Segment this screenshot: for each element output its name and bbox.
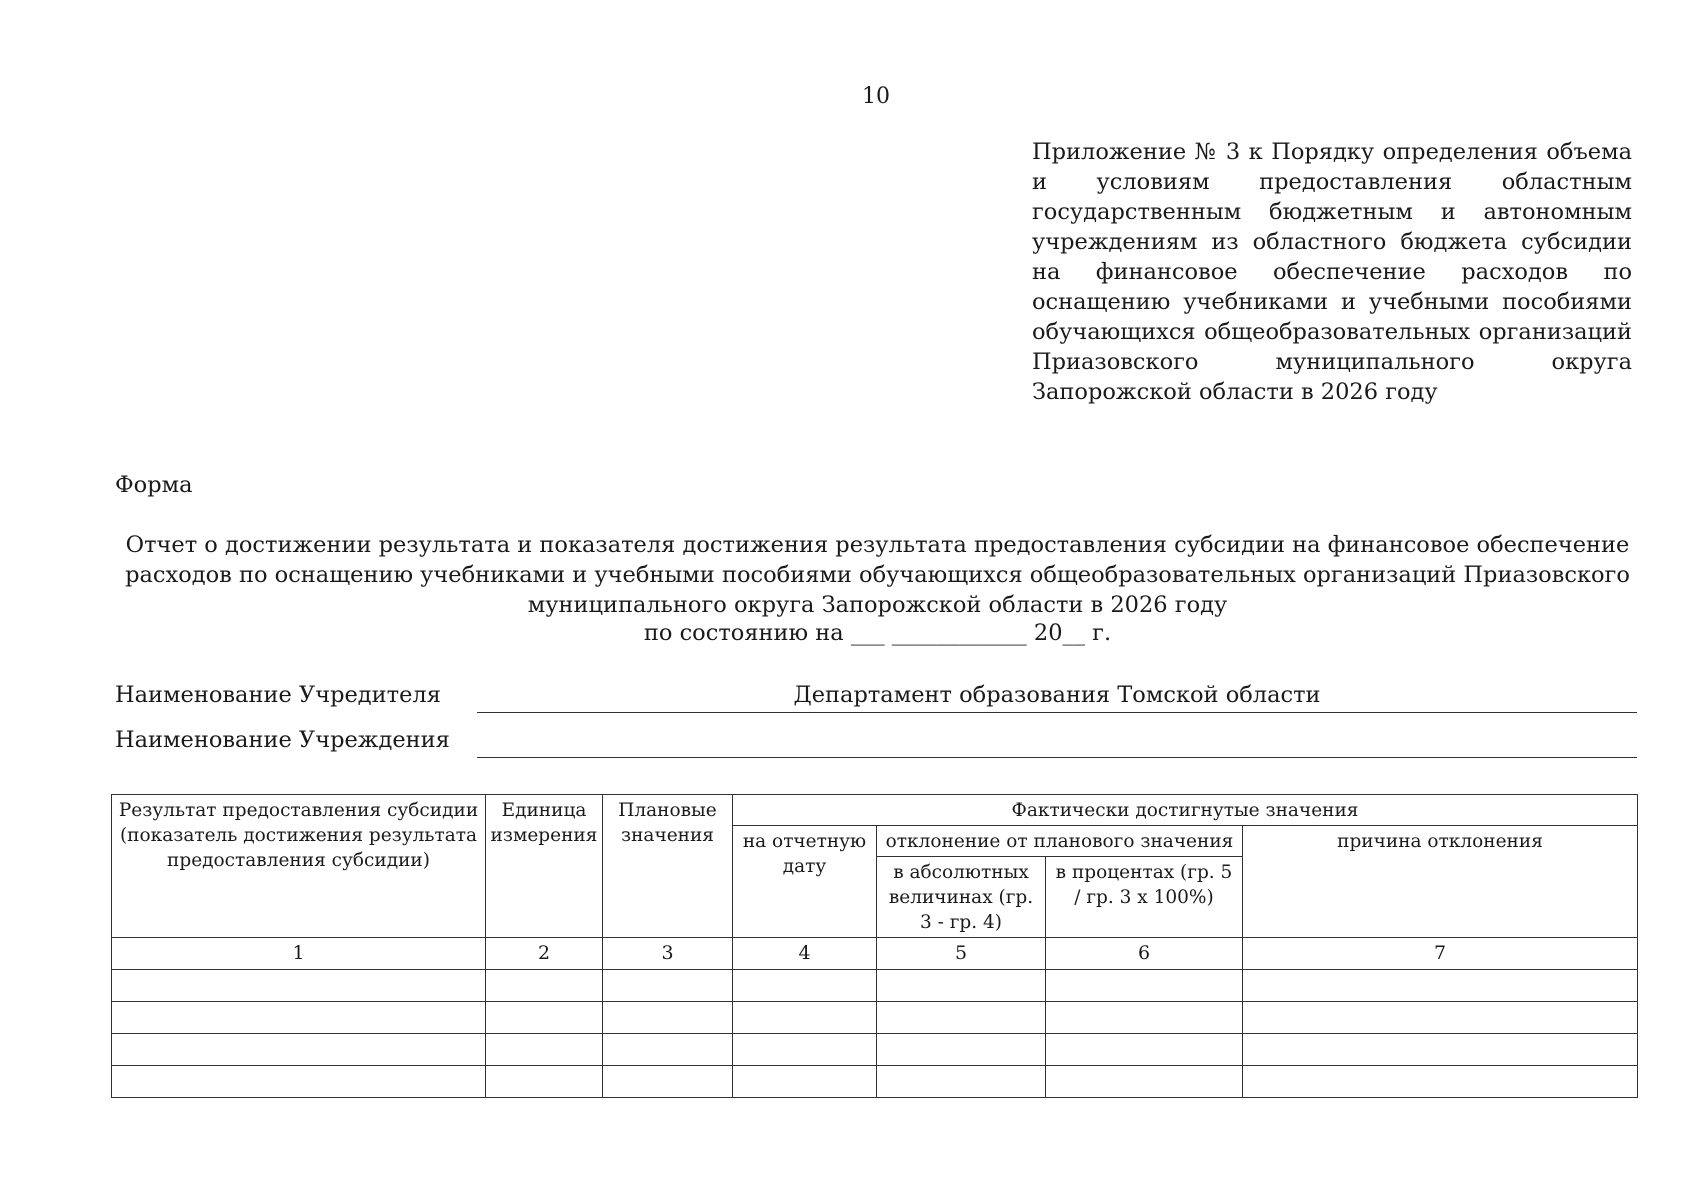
table-cell bbox=[1046, 1002, 1243, 1034]
column-number: 1 bbox=[112, 938, 486, 970]
table-row bbox=[112, 1034, 1638, 1066]
table-cell bbox=[877, 970, 1046, 1002]
table-cell bbox=[486, 1066, 603, 1098]
table-cell bbox=[486, 1034, 603, 1066]
founder-value: Департамент образования Томской области bbox=[477, 682, 1637, 713]
table-cell bbox=[877, 1034, 1046, 1066]
report-table bbox=[111, 794, 1638, 1098]
table-cell bbox=[1046, 1066, 1243, 1098]
header-reason: причина отклонения bbox=[1243, 826, 1638, 938]
column-number: 5 bbox=[877, 938, 1046, 970]
table-cell bbox=[603, 1066, 733, 1098]
table-cell bbox=[486, 970, 603, 1002]
founder-label: Наименование Учредителя bbox=[115, 682, 441, 708]
page-number: 10 bbox=[862, 84, 890, 109]
column-number: 2 bbox=[486, 938, 603, 970]
table-cell bbox=[733, 1002, 877, 1034]
table-header bbox=[112, 795, 1638, 938]
table-cell bbox=[112, 1066, 486, 1098]
table-cell bbox=[1046, 1034, 1243, 1066]
table-cell bbox=[603, 970, 733, 1002]
report-title: Отчет о достижении результата и показателя достижения результата предоставления субсидии на финансовое обеспечение расходов по оснащению учебниками и учебными пособиями обучающихся общеобразовательных организаций Приазовского муниципального округа Запорожской области в 2026 году bbox=[125, 532, 1630, 618]
header-absolute: в абсолютных величинах (гр. 3 - гр. 4) bbox=[877, 857, 1046, 938]
report-date: по состоянию на ___ ____________ 20__ г. bbox=[643, 620, 1112, 646]
table-cell bbox=[1243, 1002, 1638, 1034]
table-cell bbox=[733, 1066, 877, 1098]
table-cell bbox=[603, 1002, 733, 1034]
column-number: 7 bbox=[1243, 938, 1638, 970]
form-label: Форма bbox=[115, 472, 193, 498]
column-number: 3 bbox=[603, 938, 733, 970]
table-cell bbox=[1243, 1034, 1638, 1066]
table-cell bbox=[1046, 970, 1243, 1002]
table-row bbox=[112, 1066, 1638, 1098]
header-unit: Единица измерения bbox=[486, 795, 603, 938]
founder-field bbox=[115, 682, 1637, 714]
institution-label: Наименование Учреждения bbox=[115, 727, 450, 753]
table-cell bbox=[1243, 970, 1638, 1002]
table-cell bbox=[877, 1002, 1046, 1034]
header-percent: в процентах (гр. 5 / гр. 3 x 100%) bbox=[1046, 857, 1243, 938]
header-result: Результат предоставления субсидии (показатель достижения результата предоставления субсидии) bbox=[112, 795, 486, 938]
table-cell bbox=[603, 1034, 733, 1066]
column-number-row bbox=[112, 938, 1638, 970]
table-row bbox=[112, 1002, 1638, 1034]
table-cell bbox=[1243, 1066, 1638, 1098]
table-cell bbox=[486, 1002, 603, 1034]
table-cell bbox=[733, 1034, 877, 1066]
table-cell bbox=[733, 970, 877, 1002]
table-cell bbox=[112, 1034, 486, 1066]
institution-value bbox=[477, 727, 1637, 758]
institution-field bbox=[115, 727, 1637, 759]
header-actual-group: Фактически достигнутые значения bbox=[733, 795, 1638, 826]
table-cell bbox=[112, 1002, 486, 1034]
table-cell bbox=[112, 970, 486, 1002]
table-cell bbox=[877, 1066, 1046, 1098]
header-deviation-group: отклонение от планового значения bbox=[877, 826, 1243, 857]
header-on-date: на отчетную дату bbox=[733, 826, 877, 938]
table-row bbox=[112, 970, 1638, 1002]
appendix-note: Приложение № 3 к Порядку определения объема и условиям предоставления областным государственным бюджетным и автономным учреждениям из областного бюджета субсидии на финансовое обеспечение расходов по оснащению учебниками и учебными пособиями обучающихся общеобразовательных организаций Приазовского муниципального округа Запорожской области в 2026 году bbox=[1032, 139, 1632, 405]
column-number: 4 bbox=[733, 938, 877, 970]
column-number: 6 bbox=[1046, 938, 1243, 970]
header-planned: Плановые значения bbox=[603, 795, 733, 938]
